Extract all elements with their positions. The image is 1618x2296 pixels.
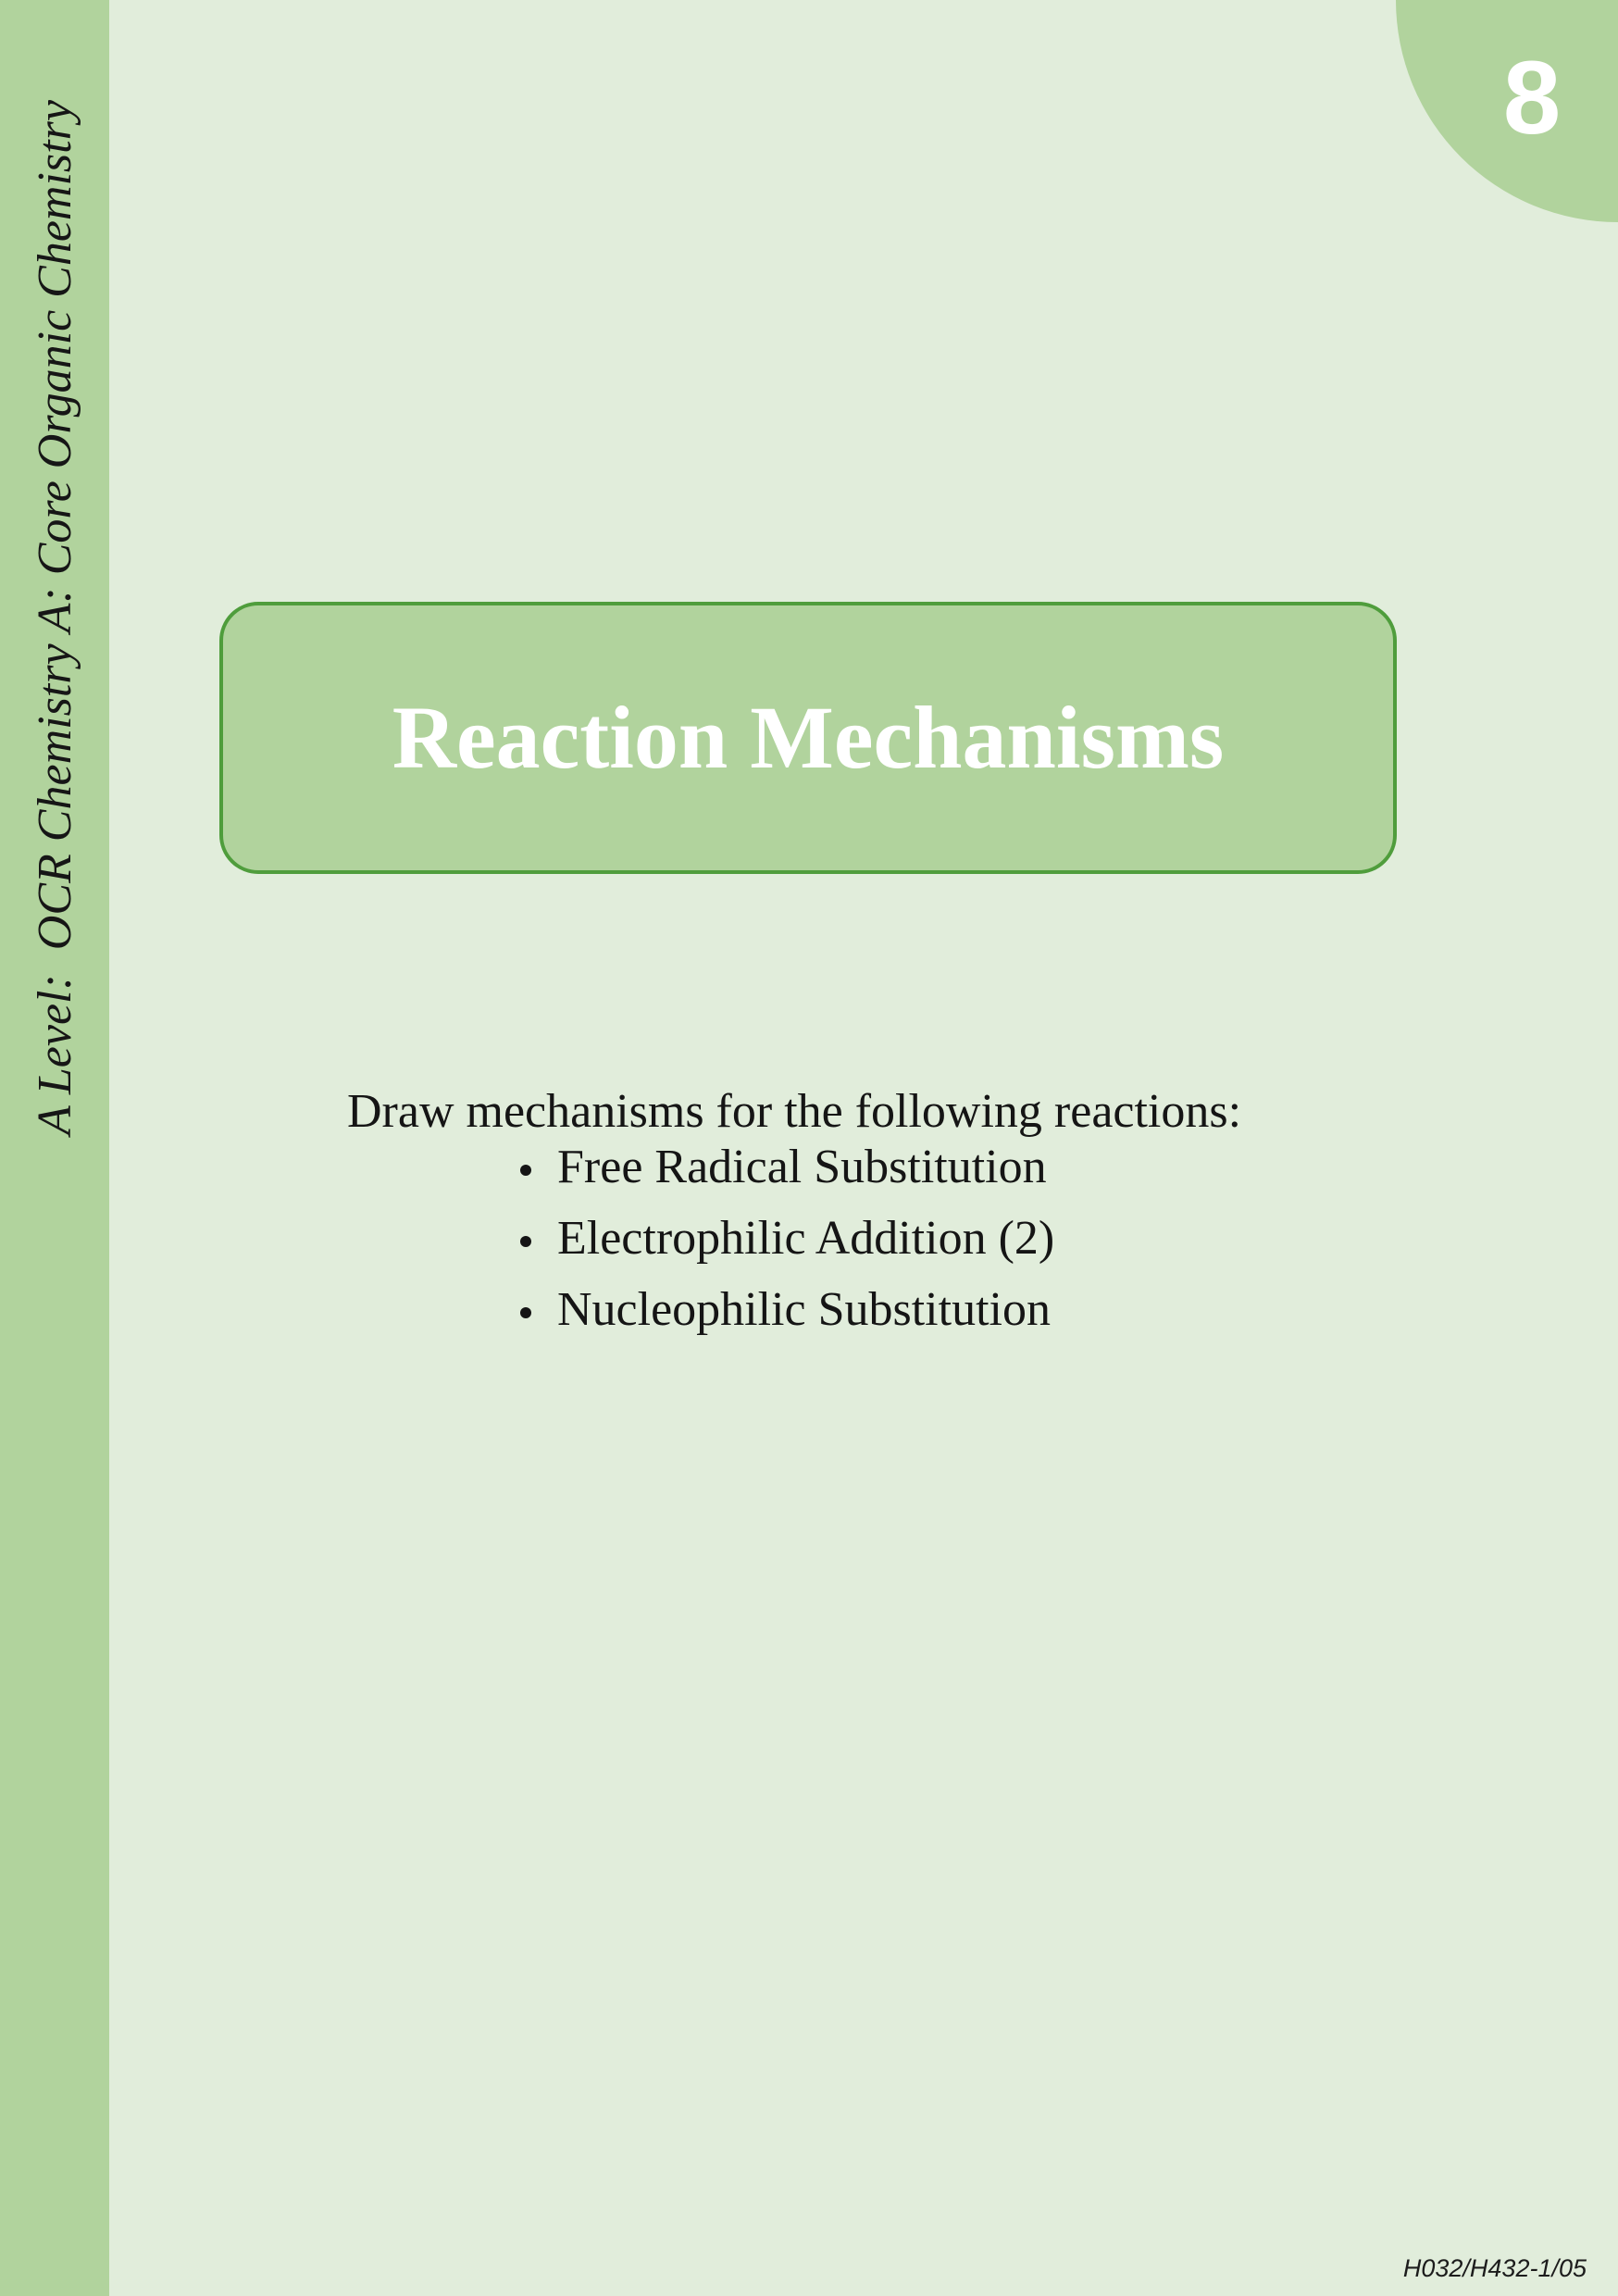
page-title: Reaction Mechanisms: [392, 688, 1225, 787]
list-item-label: Nucleophilic Substitution: [557, 1283, 1051, 1336]
bullet-icon: [520, 1165, 531, 1176]
instruction-text: Draw mechanisms for the following reactions:: [347, 1085, 1242, 1138]
bullet-icon: [520, 1236, 531, 1247]
list-item: [557, 1139, 1047, 1196]
page-number: 8: [1502, 40, 1562, 156]
list-item-label: Electrophilic Addition (2): [557, 1212, 1055, 1265]
list-item: [557, 1281, 1051, 1339]
title-card: [219, 602, 1397, 874]
list-item-label: Free Radical Substitution: [557, 1141, 1047, 1193]
list-item: [557, 1210, 1054, 1267]
bullet-icon: [520, 1307, 531, 1318]
course-title: A Level: OCR Chemistry A: Core Organic Chemistry: [29, 100, 81, 1135]
document-reference: H032/H432-1/05: [1402, 2254, 1587, 2282]
